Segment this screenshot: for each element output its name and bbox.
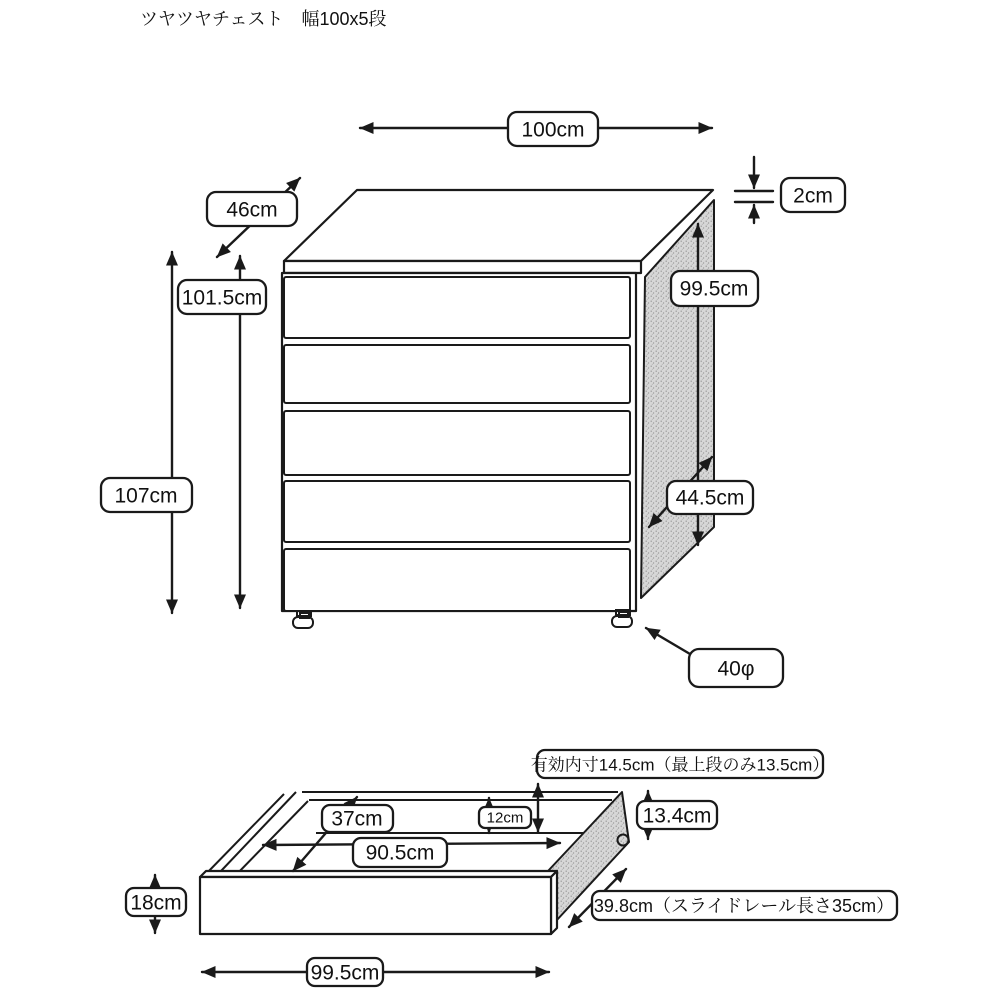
- chest-top-face: [284, 190, 713, 261]
- label-inner-width: [353, 838, 447, 867]
- svg-text:46cm: 46cm: [226, 198, 278, 222]
- label-depth-top: [207, 192, 297, 226]
- svg-text:40φ: 40φ: [717, 657, 755, 681]
- label-slide-depth: [592, 891, 897, 920]
- label-side-wall-height: [637, 801, 717, 829]
- label-inner-depth: [322, 805, 393, 832]
- drawer-front-3: [284, 411, 630, 475]
- svg-text:107cm: 107cm: [114, 484, 178, 508]
- label-side-depth: [667, 481, 753, 514]
- label-side-height: [671, 271, 758, 306]
- chest-top-board-front-edge: [284, 261, 641, 273]
- svg-text:39.8cm（スライドレール長さ35cm）: 39.8cm（スライドレール長さ35cm）: [593, 896, 895, 916]
- label-body-height: [178, 280, 266, 314]
- svg-text:99.5cm: 99.5cm: [679, 277, 749, 301]
- svg-text:12cm: 12cm: [486, 809, 524, 827]
- drawer-front-1: [284, 277, 630, 338]
- page-title: ツヤツヤチェスト 幅100x5段: [140, 9, 387, 29]
- svg-text:100cm: 100cm: [521, 118, 585, 142]
- svg-text:有効内寸14.5cm（最上段のみ13.5cm）: 有効内寸14.5cm（最上段のみ13.5cm）: [530, 755, 830, 775]
- svg-text:99.5cm: 99.5cm: [310, 961, 380, 985]
- label-outer-width: [307, 958, 383, 986]
- svg-text:18cm: 18cm: [130, 891, 182, 915]
- svg-text:101.5cm: 101.5cm: [181, 286, 263, 310]
- svg-text:90.5cm: 90.5cm: [365, 841, 435, 865]
- label-width-top: [508, 112, 598, 146]
- svg-text:44.5cm: 44.5cm: [675, 486, 745, 510]
- label-total-height: [101, 478, 192, 512]
- svg-text:13.4cm: 13.4cm: [642, 804, 712, 828]
- svg-text:2cm: 2cm: [793, 184, 833, 208]
- label-top-thickness: [781, 178, 845, 212]
- drawer-front-5: [284, 549, 630, 611]
- label-back-wall-height: [479, 807, 531, 828]
- drawer-front-2: [284, 345, 630, 403]
- label-caster-diameter: [689, 649, 783, 687]
- drawer-front-4: [284, 481, 630, 542]
- drawer-front-panel: [200, 877, 551, 934]
- label-effective-inner-height: [531, 750, 830, 778]
- label-front-panel-height: [126, 888, 186, 916]
- svg-text:37cm: 37cm: [331, 807, 383, 831]
